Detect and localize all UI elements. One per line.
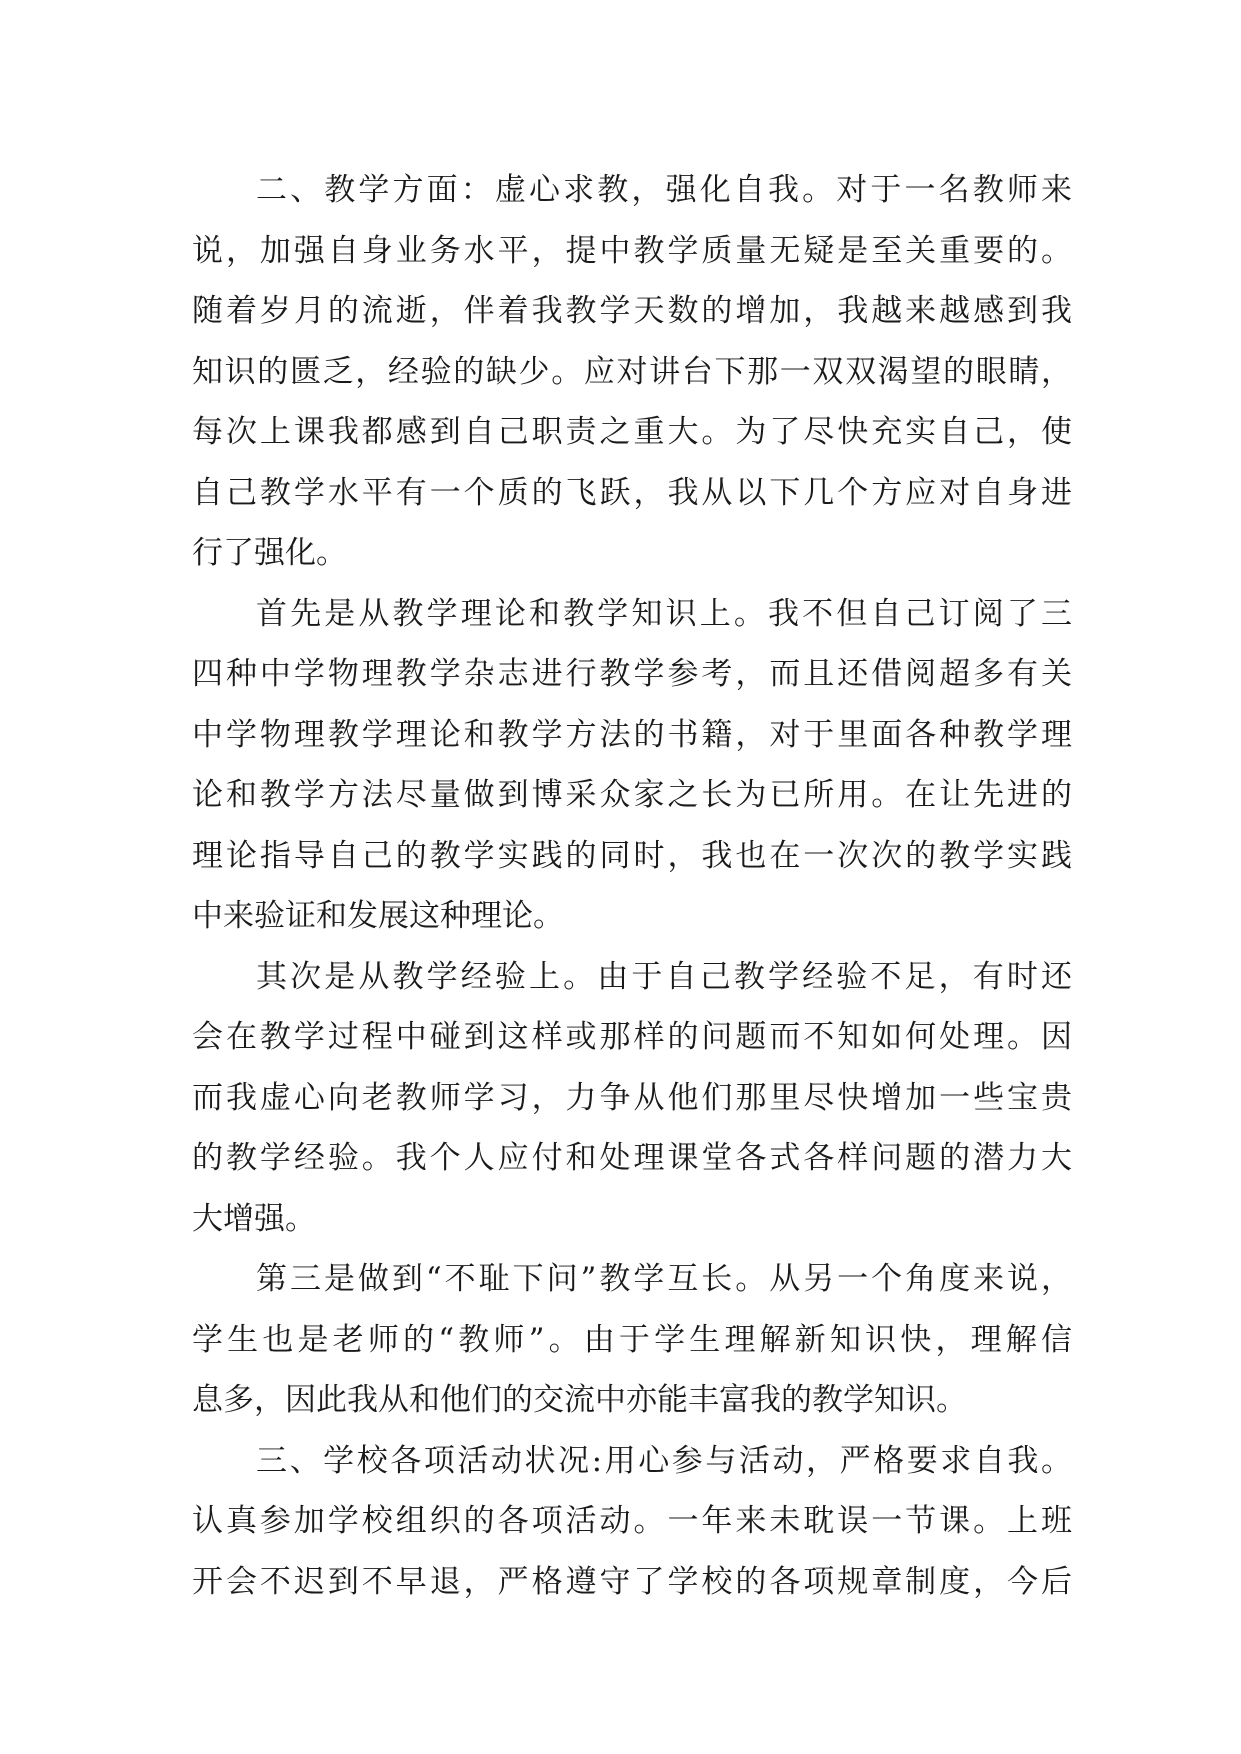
text-line: 理论指导自己的教学实践的同时，我也在一次次的教学实践	[192, 837, 1072, 874]
paragraph-teaching	[192, 160, 1072, 584]
text-line: 会在教学过程中碰到这样或那样的问题而不知如何处理。因	[192, 1019, 1072, 1055]
paragraph-theory	[192, 584, 1072, 947]
text-line: 的教学经验。我个人应付和处理课堂各式各样问题的潜力大	[192, 1140, 1072, 1176]
text-line: 大增强。	[192, 1200, 316, 1237]
text-line: 四种中学物理教学杂志进行教学参考，而且还借阅超多有关	[192, 656, 1072, 692]
text-line: 认真参加学校组织的各项活动。一年来未耽误一节课。上班	[192, 1503, 1072, 1539]
text-line: 第三是做到“不耻下问”教学互长。从另一个角度来说，	[256, 1261, 1072, 1297]
text-line: 行了强化。	[192, 535, 347, 571]
text-line: 每次上课我都感到自己职责之重大。为了尽快充实自己，使	[192, 414, 1072, 450]
text-line: 随着岁月的流逝，伴着我教学天数的增加，我越来越感到我	[192, 293, 1072, 329]
text-line: 论和教学方法尽量做到博采众家之长为已所用。在让先进的	[192, 777, 1072, 813]
text-line: 二、教学方面：虚心求教，强化自我。对于一名教师来	[256, 172, 1072, 208]
text-line: 首先是从教学理论和教学知识上。我不但自己订阅了三	[256, 595, 1072, 632]
text-line: 三、学校各项活动状况:用心参与活动，严格要求自我。	[256, 1442, 1072, 1479]
text-line: 而我虚心向老教师学习，力争从他们那里尽快增加一些宝贵	[192, 1079, 1072, 1116]
text-line: 其次是从教学经验上。由于自己教学经验不足，有时还	[256, 958, 1072, 995]
text-line: 中学物理教学理论和教学方法的书籍，对于里面各种教学理	[192, 716, 1072, 753]
text-line: 中来验证和发展这种理论。	[192, 898, 564, 934]
paragraph-experience	[192, 947, 1072, 1250]
text-line: 知识的匮乏，经验的缺少。应对讲台下那一双双渴望的眼睛，	[192, 353, 1072, 390]
text-line: 息多，因此我从和他们的交流中亦能丰富我的教学知识。	[192, 1382, 967, 1418]
text-line: 说，加强自身业务水平，提中教学质量无疑是至关重要的。	[192, 232, 1072, 269]
text-line: 自己教学水平有一个质的飞跃，我从以下几个方应对自身进	[192, 474, 1072, 511]
document-body	[192, 160, 1072, 1612]
paragraph-students	[192, 1249, 1072, 1431]
text-line: 学生也是老师的“教师”。由于学生理解新知识快，理解信	[192, 1321, 1072, 1358]
text-line: 开会不迟到不早退，严格遵守了学校的各项规章制度，今后	[192, 1563, 1072, 1600]
paragraph-activities	[192, 1431, 1072, 1613]
